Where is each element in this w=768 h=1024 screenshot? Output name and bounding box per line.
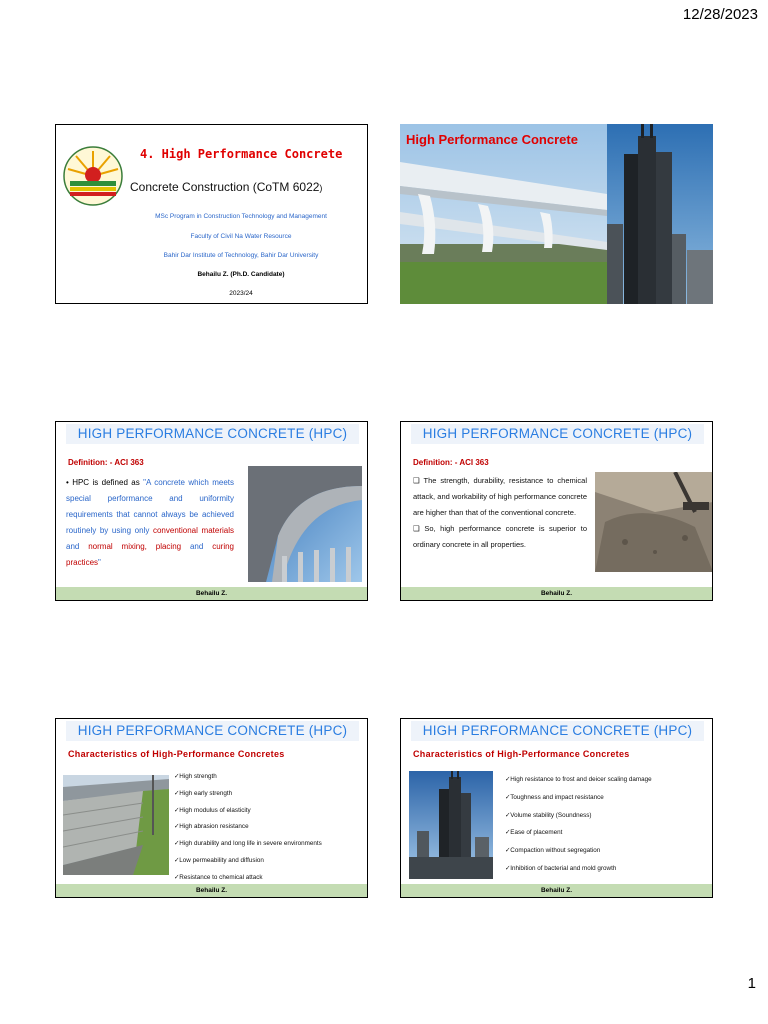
slide-3-definition-text [66, 475, 234, 571]
page-number: 1 [747, 975, 756, 992]
list-item: ✓High durability and long life in severe environments [174, 840, 322, 848]
list-item: ✓Resistance to chemical attack [174, 873, 263, 881]
slide-6-characteristics-list [505, 771, 652, 878]
quote-part-d: normal mixing, placing [88, 542, 190, 551]
slide-6-characteristics [400, 718, 713, 898]
slide-4-definition [400, 421, 713, 601]
year-line: 2023/24 [229, 290, 253, 297]
quote-part-a: "A concrete which meets special performance and uniformity requirements that cannot always be achieved routinely by using only [66, 478, 235, 535]
slide-5-footer: Behailu Z. [56, 884, 367, 897]
list-item: ✓Low permeability and diffusion [174, 856, 264, 864]
list-item: ✓High modulus of elasticity [174, 806, 251, 814]
quote-part-g: " [98, 558, 101, 567]
quote-part-b: conventional materials [152, 526, 234, 535]
list-item: ✓Ease of placement [505, 829, 563, 837]
university-logo [62, 145, 124, 207]
slide-2-photos [400, 124, 713, 304]
slide-3-definition-heading: Definition: - ACI 363 [68, 458, 144, 467]
quote-part-e: and [189, 542, 213, 551]
presentation-title: 4. High Performance Concrete [140, 147, 343, 161]
slide-3-footer: Behailu Z. [56, 587, 367, 600]
institute-line: Bahir Dar Institute of Technology, Bahir Dar University [163, 252, 319, 259]
list-item: ✓High early strength [174, 789, 233, 797]
course-name-main: Concrete Construction (CoTM 6022 [130, 180, 320, 194]
list-item: ✓Compaction without segregation [505, 847, 601, 855]
list-item: ✓Inhibition of bacterial and mold growth [505, 864, 617, 872]
bridge-and-skyscraper-photo [400, 124, 713, 304]
slide-1-title [55, 124, 368, 304]
slide-2-title: High Performance Concrete [406, 132, 578, 147]
slide-5-characteristics [55, 718, 368, 898]
slide-6-header: HIGH PERFORMANCE CONCRETE (HPC) [411, 721, 704, 741]
concrete-finishing-photo [595, 472, 713, 572]
slide-3-header: HIGH PERFORMANCE CONCRETE (HPC) [66, 424, 359, 444]
author-line: Behailu Z. (Ph.D. Candidate) [197, 271, 285, 278]
highway-wall-photo [63, 775, 169, 875]
skyscraper-photo [409, 771, 493, 879]
quote-part-c: and [66, 542, 89, 551]
list-item: ✓High abrasion resistance [174, 823, 249, 831]
slide-5-subtitle: Characteristics of High-Performance Concretes [68, 749, 285, 759]
faculty-line: Faculty of Civil Na Water Resource [190, 233, 292, 240]
list-item: ✓Toughness and impact resistance [505, 793, 604, 801]
slide-4-footer: Behailu Z. [401, 587, 712, 600]
list-item: ✓High resistance to frost and deicer scaling damage [505, 776, 652, 783]
bullet-text: • HPC is defined as [66, 478, 144, 487]
slide-5-header: HIGH PERFORMANCE CONCRETE (HPC) [66, 721, 359, 741]
course-name-paren: ) [319, 183, 323, 193]
slide-4-paragraph-1: ❑ The strength, durability, resistance to chemical attack, and workability of high performance concrete are higher than that of the conventional concrete. [413, 476, 587, 517]
curved-overpass-photo [248, 466, 362, 582]
slide-5-characteristics-list [174, 769, 322, 887]
slide-4-definition-heading: Definition: - ACI 363 [413, 458, 489, 467]
course-name [130, 180, 322, 194]
slide-4-paragraph-2: ❑ So, high performance concrete is superior to ordinary concrete in all properties. [413, 524, 587, 549]
slide-6-subtitle: Characteristics of High-Performance Concretes [413, 749, 630, 759]
print-date: 12/28/2023 [682, 6, 758, 23]
slide-3-definition [55, 421, 368, 601]
quote-part-f: curing practices [66, 542, 234, 567]
list-item: ✓Volume stability (Soundness) [505, 811, 592, 819]
list-item: ✓High strength [174, 773, 217, 780]
program-line: MSc Program in Construction Technology and Management [155, 213, 327, 220]
slide-4-header: HIGH PERFORMANCE CONCRETE (HPC) [411, 424, 704, 444]
slide-4-text [413, 473, 587, 553]
slide-6-footer: Behailu Z. [401, 884, 712, 897]
